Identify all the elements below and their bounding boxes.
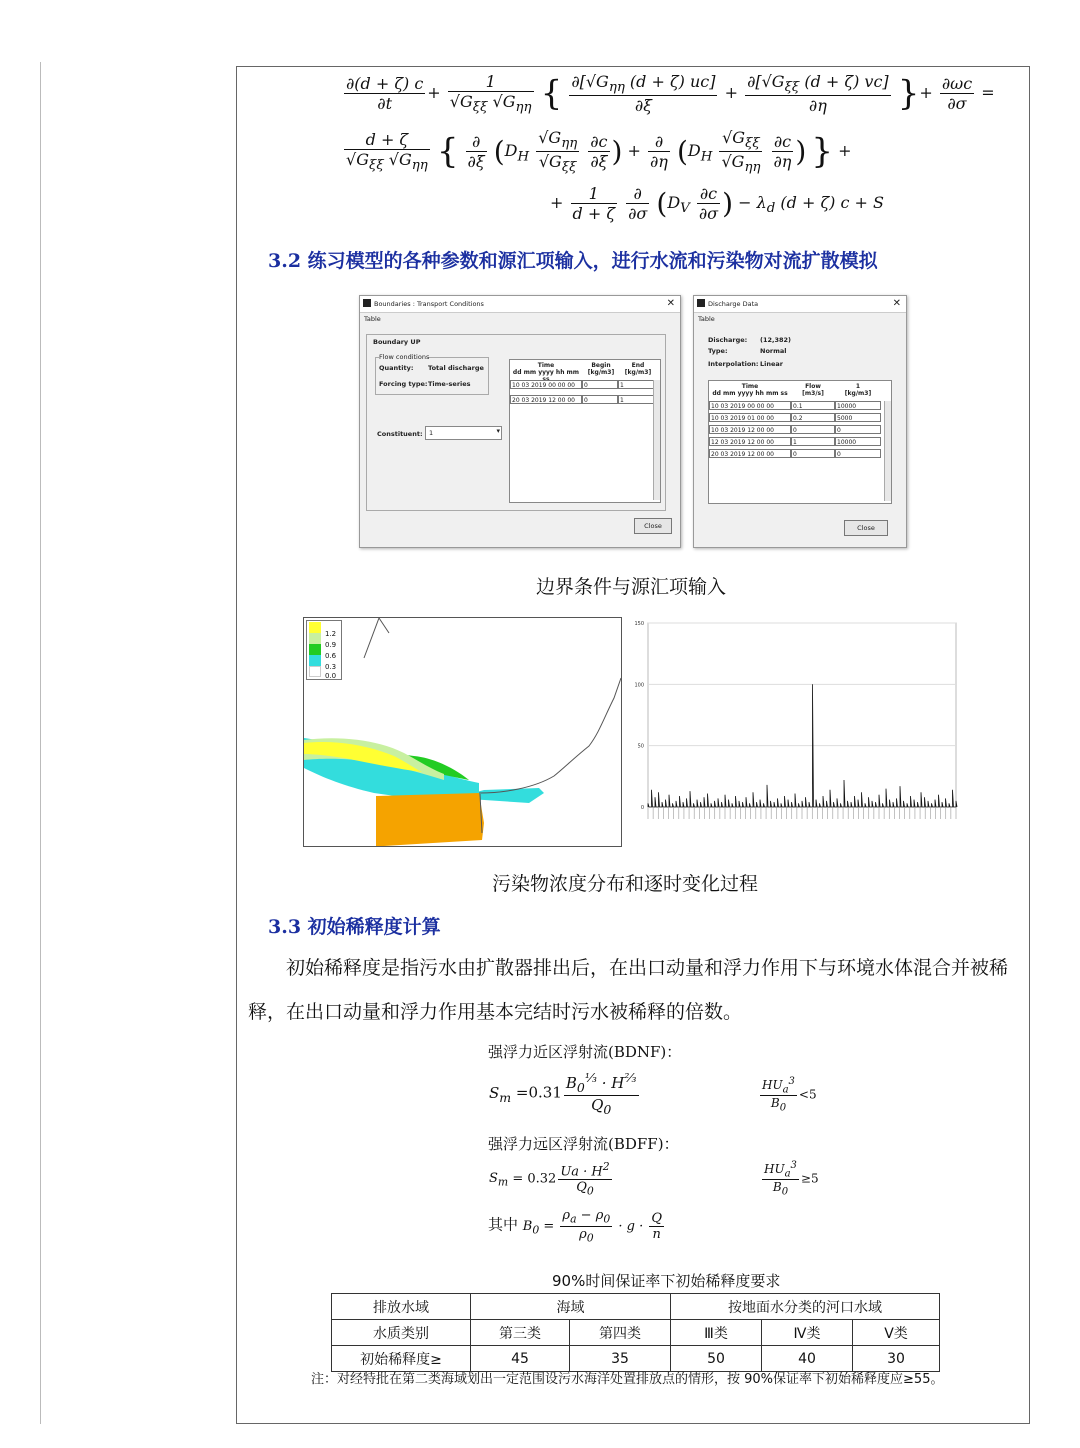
row2-time[interactable]: 10 03 2019 01 00 00 [709, 413, 791, 422]
table-row [332, 1294, 940, 1320]
discharge-table [708, 380, 892, 504]
r3: Ⅲ类 [671, 1320, 762, 1346]
row1-flow[interactable]: 0.1 [791, 401, 835, 410]
legend-swatch-3 [309, 644, 321, 655]
row3-flow[interactable]: 0 [791, 425, 835, 434]
close-button[interactable]: Close [634, 518, 672, 534]
quantity-value: Total discharge [428, 364, 484, 372]
c4: 第四类 [570, 1320, 671, 1346]
row4-c[interactable]: 10000 [835, 437, 881, 446]
table-menu[interactable]: Table [364, 315, 381, 323]
v-sea4: 35 [570, 1346, 671, 1372]
row4-time[interactable]: 12 03 2019 12 00 00 [709, 437, 791, 446]
constituent-value: 1 [429, 429, 434, 437]
plot-area [648, 623, 956, 807]
legend-label-3: 0.6 [325, 652, 337, 660]
section-3-2-heading: 3.2 练习模型的各种参数和源汇项输入，进行水流和污染物对流扩散模拟 [268, 250, 878, 272]
row2-end[interactable]: 1 [618, 395, 654, 404]
map-legend [306, 620, 342, 680]
boundary-label: Boundary UP [373, 338, 421, 346]
forcing-value: Time-series [428, 380, 471, 388]
col-end: End [kg/m3] [624, 362, 652, 376]
cond-less: <5 [798, 1087, 817, 1102]
ytick-label-0: 0 [640, 805, 644, 811]
col-flow: Flow [m3/s] [802, 383, 824, 397]
boundary-group [366, 334, 666, 511]
boundaries-titlebar [360, 296, 680, 313]
legend-swatch-5 [309, 666, 321, 677]
discharge-value: (12,382) [760, 336, 792, 344]
transport-equation-line1: $\frac{\partial(d + \zeta) c}{\partial t}$ + $\frac{1}{√G_{\xi\xi} √G_{\eta\eta}}$ { $\frac{\partial[√G_{\eta\eta} (d + \zeta) uc]}{\partial\xi}$ + $\frac{\partial[√G_{\xi\xi} (d + \zeta) vc]}{\partial\eta}$ }+ $\frac{\partial\omega c}{\partial\sigma}$ = [346, 72, 995, 116]
row1-begin[interactable]: 0 [582, 380, 618, 389]
r4: Ⅳ类 [762, 1320, 853, 1346]
table-note: 注：对经特批在第二类海域划出一定范围设污水海洋处置排放点的情形，按 90%保证率下初始稀释度应≥55。 [311, 1372, 944, 1387]
forcing-label: Forcing type: [379, 380, 428, 388]
b0-formula: 其中 $B_0$ = $\frac{\rho_a - \rho_0}{\rho_0}$ · g · $\frac{Q}{n}$ [488, 1208, 663, 1245]
transport-table [509, 359, 661, 503]
ytick-label-1: 50 [637, 743, 644, 750]
land-orange [376, 793, 484, 846]
row5-flow[interactable]: 0 [791, 449, 835, 458]
h-sea: 海域 [471, 1294, 671, 1320]
close-icon[interactable]: ✕ [892, 298, 901, 309]
flow-conditions-label: Flow conditions [379, 353, 430, 361]
table-row [332, 1320, 940, 1346]
table-menu[interactable]: Table [698, 315, 715, 323]
close-icon[interactable]: ✕ [666, 298, 675, 309]
c3: 第三类 [471, 1320, 570, 1346]
legend-swatch-1 [309, 622, 321, 633]
legend-label-5: 0.0 [325, 672, 337, 680]
row5-time[interactable]: 20 03 2019 12 00 00 [709, 449, 791, 458]
transport-equation-line3: + $\frac{1}{d + \zeta}$ $\frac{\partial}{\partial\sigma}$ ($D_V$ $\frac{\partial c}{\partial\sigma}$ ) − $\lambda_d$ (d + ζ) c + S [550, 184, 884, 223]
flow-conditions-group [375, 353, 489, 395]
legend-label-4: 0.3 [325, 663, 337, 671]
col-time: Time dd mm yyyy hh mm ss [712, 383, 788, 397]
row2-flow[interactable]: 0.2 [791, 413, 835, 422]
h-estuary: 按地面水分类的河口水域 [671, 1294, 940, 1320]
bdnf-formula: $S_m =0.31$ $\frac{B_0^{\frac{1}{3}} \cdot H^{\frac{2}{3}}}{Q_0}$ [489, 1070, 637, 1117]
coastline [479, 678, 621, 793]
figure-caption-2: 污染物浓度分布和逐时变化过程 [492, 873, 759, 895]
h-quality: 水质类别 [332, 1320, 471, 1346]
paragraph-dilution-definition [248, 946, 1024, 1034]
section-3-3-heading: 3.3 初始稀释度计算 [268, 916, 441, 938]
row2-time[interactable]: 20 03 2019 12 00 00 [510, 395, 582, 404]
row1-c[interactable]: 10000 [835, 401, 881, 410]
r5: Ⅴ类 [853, 1320, 940, 1346]
row4-flow[interactable]: 1 [791, 437, 835, 446]
row5-c[interactable]: 0 [835, 449, 881, 458]
cond-greater: ≥5 [800, 1171, 819, 1186]
h-area: 排放水域 [332, 1294, 471, 1320]
constituent-select[interactable] [425, 426, 502, 440]
v-iii: 50 [671, 1346, 762, 1372]
chevron-down-icon[interactable]: ▾ [496, 427, 500, 435]
figure-caption-1: 边界条件与源汇项输入 [536, 576, 727, 598]
where-label: 其中 [488, 1215, 519, 1234]
boundaries-title: Boundaries : Transport Conditions [374, 300, 484, 308]
ytick-label-2: 100 [634, 682, 644, 689]
discharge-label: Discharge: [708, 336, 748, 344]
bdnf-label: 强浮力近区浮射流(BDNF)： [488, 1043, 682, 1061]
type-label: Type: [708, 347, 728, 355]
bdff-coefficient: = 0.32 [512, 1171, 557, 1187]
legend-swatch-2 [309, 633, 321, 644]
v-sea3: 45 [471, 1346, 570, 1372]
table-title: 90%时间保证率下初始稀释度要求 [552, 1272, 781, 1290]
col-begin: Begin [kg/m3] [587, 362, 615, 376]
v-v: 30 [853, 1346, 940, 1372]
concentration-map [303, 617, 622, 847]
bdff-formula: $S_m = 0.32$ $\frac{Ua \cdot H^2}{Q_0}$ [489, 1160, 610, 1198]
legend-swatch-4 [309, 655, 321, 666]
discharge-titlebar [694, 296, 906, 313]
row2-begin[interactable]: 0 [582, 395, 618, 404]
table-row [332, 1346, 940, 1372]
discharge-title: Discharge Data [708, 300, 759, 308]
app-icon [363, 299, 371, 307]
dilution-requirements-table [331, 1293, 940, 1372]
row1-end[interactable]: 1 [618, 380, 654, 389]
row3-c[interactable]: 0 [835, 425, 881, 434]
left-margin-rule [40, 62, 41, 1424]
table-scrollbar[interactable] [653, 380, 660, 500]
interpolation-value: Linear [760, 360, 783, 368]
boundaries-dialog [359, 295, 681, 548]
h-dilution: 初始稀释度≥ [332, 1346, 471, 1372]
quantity-label: Quantity: [379, 364, 414, 372]
bdff-condition: $\frac{HU_a^3}{B_0}$ ≥5 [764, 1160, 819, 1198]
row1-time[interactable]: 10 03 2019 00 00 00 [709, 401, 791, 410]
interpolation-label: Interpolation: [708, 360, 759, 368]
map-svg [304, 618, 621, 846]
type-value: Normal [760, 347, 787, 355]
paragraph-text: 初始稀释度是指污水由扩散器排出后，在出口动量和浮力作用下与环境水体混合并被稀释，在出口动量和浮力作用基本完结时污水被稀释的倍数。 [248, 957, 1009, 1023]
bdnf-condition: $\frac{HU_a^3}{B_0}$ <5 [762, 1076, 817, 1114]
legend-label-2: 0.9 [325, 641, 337, 649]
transport-equation-line2: $\frac{d + \zeta}{√G_{\xi\xi} √G_{\eta\eta}}$ { $\frac{\partial}{\partial\xi}$ ($D_H$ $\frac{√G_{\eta\eta}}{√G_{\xi\xi}}$ $\frac{\partial c}{\partial\xi}$ ) + $\frac{\partial}{\partial\eta}$ ($D_H$ $\frac{√G_{\xi\xi}}{√G_{\eta\eta}}$ $\frac{\partial c}{\partial\eta}$ ) } + [346, 128, 852, 176]
bdnf-coefficient: =0.31 [515, 1083, 562, 1102]
v-iv: 40 [762, 1346, 853, 1372]
table-scrollbar[interactable] [884, 401, 891, 501]
concentration-timeseries-chart [628, 617, 958, 837]
col-time: Time dd mm yyyy hh mm [512, 362, 580, 376]
bdff-label: 强浮力远区浮射流(BDFF)： [488, 1135, 679, 1153]
row3-time[interactable]: 10 03 2019 12 00 00 [709, 425, 791, 434]
legend-label-1: 1.2 [325, 630, 337, 638]
close-button[interactable]: Close [844, 520, 888, 536]
app-icon [697, 299, 705, 307]
row1-time[interactable]: 10 03 2019 00 00 00 [510, 380, 582, 389]
constituent-label: Constituent: [377, 430, 423, 438]
row2-c[interactable]: 5000 [835, 413, 881, 422]
col-concentration: 1 [kg/m3] [844, 383, 872, 397]
discharge-dialog [693, 295, 907, 548]
ytick-label-3: 150 [634, 621, 644, 627]
